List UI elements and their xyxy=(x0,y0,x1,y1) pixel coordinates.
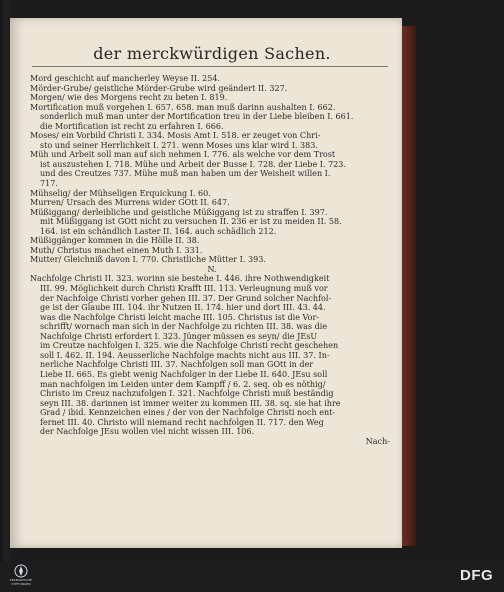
index-line: Nachfolge Christi II. 323. worinn sie bestehe I. 446. ihre Nothwendigkeit xyxy=(30,274,330,284)
running-header: der merckwürdigen Sachen. xyxy=(93,44,331,63)
index-line: Müh und Arbeit soll man auf sich nehmen I. 776. als welche vor dem Trost xyxy=(30,150,336,160)
index-line: sto und seiner Herrlichkeit I. 271. wenn Moses uns klar wird I. 383. xyxy=(40,140,318,150)
index-line: Moses/ ein Vorbild Christi I. 334. Mosis Amt I. 518. er zeuget von Chri- xyxy=(30,131,321,141)
index-line: man nachfolgen im Leiden unter dem Kampff / 6. 2. seq. ob es nöthig/ xyxy=(40,379,326,389)
index-line: Mutter/ Gleichniß davon I. 770. Christliche Mütter I. 393. xyxy=(30,255,266,265)
index-line: Grad / ibid. Kennzeichen eines / der von der Nachfolge Christi noch ent- xyxy=(40,408,336,418)
index-line: was die Nachfolge Christi leicht mache III. 105. Christus ist die Vor- xyxy=(40,312,320,322)
header-rule xyxy=(32,66,388,67)
index-line: Mörder-Grube/ geistliche Mörder-Grube wird geändert II. 327. xyxy=(30,83,288,93)
index-line: 164. ist ein schändlich Laster II. 164. auch schädlich 212. xyxy=(40,226,277,236)
index-line: sonderlich muß man unter der Mortification treu in der Liebe bleiben I. 661. xyxy=(40,112,354,122)
index-line: fernet III. 40. Christo will niemand recht nachfolgen II. 717. den Weg xyxy=(40,417,324,427)
index-line: Mortification muß vorgehen I. 657. 658. man muß darinn aushalten I. 662. xyxy=(30,102,336,112)
index-line: schrifft/ wornach man sich in der Nachfolge zu richten III. 38. was die xyxy=(40,322,328,332)
catchword: Nach- xyxy=(365,436,390,446)
index-line: Christo im Creuz nachzufolgen I. 321. Nachfolge Christi muß beständig xyxy=(40,389,334,399)
index-line: mit Müßiggang ist GOtt nicht zu versuchen II. 236 er ist zu meiden II. 58. xyxy=(40,217,342,227)
index-line: Murren/ Ursach des Murrens wider GOtt II. 647. xyxy=(30,198,230,208)
index-line: Muth/ Christus machet einen Muth I. 331. xyxy=(30,245,203,255)
index-line: ist auszustehen I. 718. Mühe und Arbeit der Busse I. 728. der Liebe I. 723. xyxy=(40,159,346,169)
index-line: nerliche Nachfolge Christi III. 37. Nachfolgen soll man GOtt in der xyxy=(40,360,314,370)
index-line: Morgen/ wie des Morgens recht zu beten I. 819. xyxy=(30,93,228,103)
logo-text: FRANCKESCHE STIFTUNGEN xyxy=(9,578,33,586)
index-entries xyxy=(30,74,394,446)
footer-bar xyxy=(0,562,504,592)
index-line: 717. xyxy=(40,179,58,189)
index-line: der Nachfolge Christi vorher gehen III. 37. Der Grund solcher Nachfol- xyxy=(40,293,332,303)
section-letter: N. xyxy=(207,264,217,274)
dfg-logo: DFG xyxy=(460,567,494,584)
index-line: der Nachfolge JEsu wollen viel nicht wissen III. 106. xyxy=(40,427,255,437)
francke-logo xyxy=(4,562,38,592)
index-line: und des Creutzes 737. Mühe muß man haben um der Weisheit willen I. xyxy=(40,169,331,179)
index-line: seyn III. 38. darinnen ist immer weiter zu kommen III. 38. sq. sie hat ihre xyxy=(40,398,341,408)
index-line: die Mortification ist recht zu erfahren I. 666. xyxy=(40,121,224,131)
index-line: im Creutze nachfolgen I. 325. wie die Nachfolge Christi recht geschehen xyxy=(40,341,339,351)
index-line: ge ist der Glaube III. 104. ihr Nutzen II. 174. hier und dort III. 43. 44. xyxy=(40,303,326,313)
index-line: Liebe II. 665. Es giebt wenig Nachfolger in der Liebe II. 640. JEsu soll xyxy=(40,369,328,379)
index-line: Mühselig/ der Mühseligen Erquickung I. 60. xyxy=(30,188,211,198)
index-line: Müßiggang/ derleibliche und geistliche Müßiggang ist zu straffen I. 397. xyxy=(30,207,328,217)
book-page xyxy=(10,18,402,548)
index-line: Müßiggänger kommen in die Hölle II. 38. xyxy=(30,236,200,246)
index-line: soll I. 462. II. 194. Aeusserliche Nachfolge machts nicht aus III. 37. In- xyxy=(40,350,330,360)
index-line: III. 99. Möglichkeit durch Christi Krafft III. 113. Verleugnung muß vor xyxy=(40,284,328,294)
crest-icon xyxy=(14,564,28,578)
index-line: Mord geschicht auf mancherley Weyse II. 254. xyxy=(30,74,221,83)
index-line: Nachfolge Christi erfordert I. 323. Jünger müssen es seyn/ die JEsU xyxy=(40,331,318,341)
